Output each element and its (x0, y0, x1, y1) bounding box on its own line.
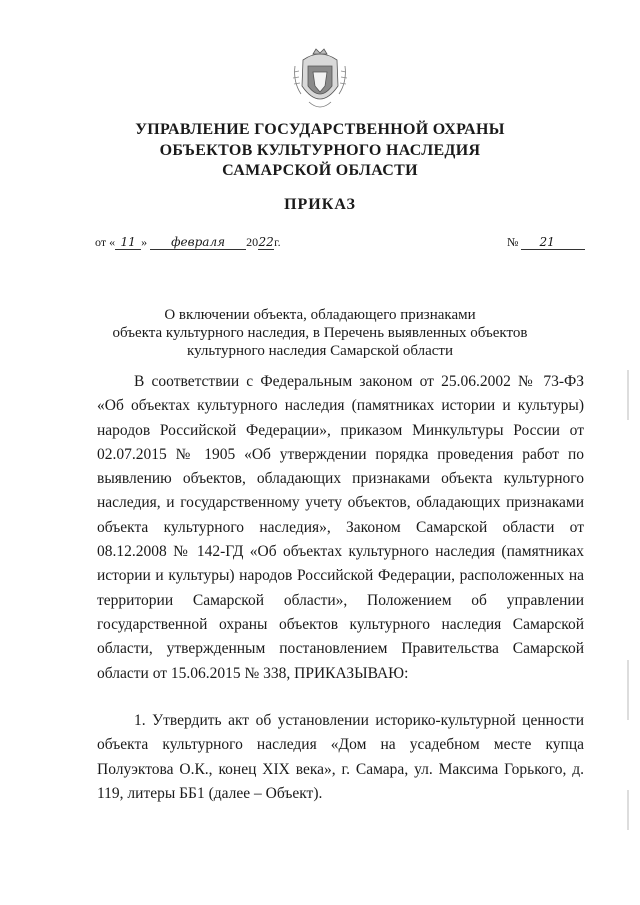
date-year: 22 (258, 235, 274, 249)
scan-edge-marks (622, 360, 634, 860)
coat-of-arms-emblem (291, 46, 349, 116)
date-prefix: от « (95, 235, 116, 249)
subject-line3: культурного наследия Самарской области (187, 343, 453, 359)
order-number (507, 235, 585, 250)
order-item-1: 1. Утвердить акт об установлении историко-культурной ценности объекта культурного наследия «Дом на усадебном месте купца Полуэктова О.К., конец XIX века», г. Самара, ул. Максима Горького, д. 119, литеры ББ1 (далее – Объект). (97, 712, 584, 802)
order-date (95, 235, 281, 250)
number-label: № (507, 235, 519, 249)
number-value: 21 (521, 236, 585, 250)
subject-line2: объекта культурного наследия, в Перечень выявленных объектов (112, 325, 528, 341)
order-subject (100, 306, 540, 360)
date-year-prefix: 20 (246, 235, 259, 249)
date-suffix: г. (274, 235, 281, 249)
preamble-paragraph: В соответствии с Федеральным законом от 25.06.2002 № 73-ФЗ «Об объектах культурного наследия (памятниках истории и культуры) народов Российской Федерации», приказом Минкультуры России от 02.07.2015 № 1905 «Об утверждении порядка проведения работ по выявлению объектов, обладающих признаками объекта культурного наследия, и государственному учету объектов, обладающих признаками объекта культурного наследия», Законом Самарской области от 08.12.2008 № 142-ГД «Об объектах культурного наследия (памятниках истории и культуры) народов Российской Федерации, расположенных на территории Самарской области», Положением об управлении государственной охраны объектов культурного наследия Самарской области, утвержденным постановлением Правительства Самарской области от 15.06.2015 № 338, ПРИКАЗЫВАЮ: (97, 373, 584, 682)
subject-line1: О включении объекта, обладающего признаками (164, 307, 476, 323)
org-name-line3: САМАРСКОЙ ОБЛАСТИ (222, 162, 418, 179)
date-day: 11 (115, 236, 141, 250)
org-name-line2: ОБЪЕКТОВ КУЛЬТУРНОГО НАСЛЕДИЯ (159, 142, 481, 159)
document-type-title: ПРИКАЗ (284, 196, 356, 213)
date-month: февраля (150, 236, 246, 250)
org-name-line1: УПРАВЛЕНИЕ ГОСУДАРСТВЕННОЙ ОХРАНЫ (135, 121, 505, 138)
date-separator: » (141, 235, 151, 249)
